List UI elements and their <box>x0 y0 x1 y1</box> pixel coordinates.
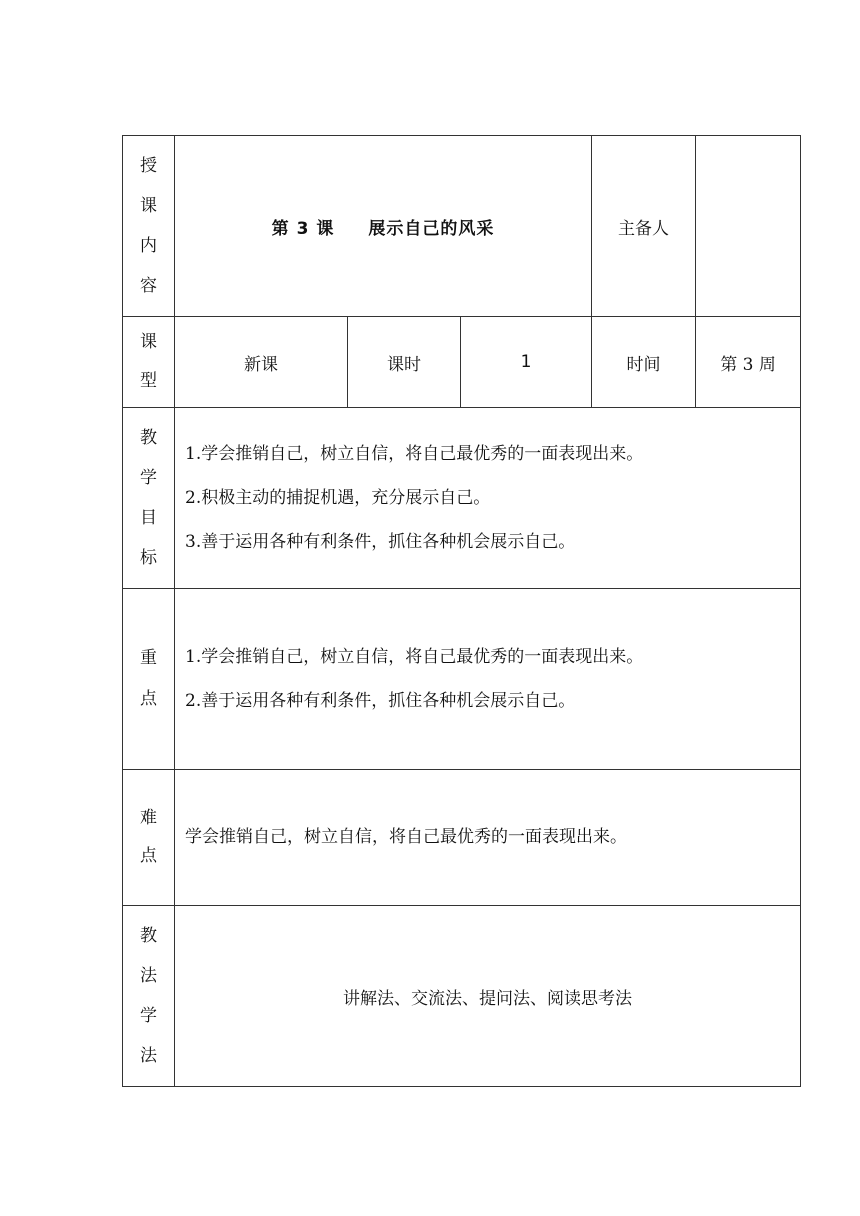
preparer-value <box>696 136 801 317</box>
key-point-item: 2.善于运用各种有利条件，抓住各种机会展示自己。 <box>185 690 576 711</box>
difficult-points-content <box>175 770 801 906</box>
label-char: 标 <box>140 547 157 568</box>
goal-item: 3.善于运用各种有利条件，抓住各种机会展示自己。 <box>185 531 576 552</box>
label-char: 内 <box>140 235 157 256</box>
difficult-point-text: 学会推销自己，树立自信，将自己最优秀的一面表现出来。 <box>185 827 627 847</box>
preparer-label: 主备人 <box>592 136 696 317</box>
label-char: 点 <box>140 846 157 866</box>
row-type <box>123 317 801 408</box>
type-value: 新课 <box>175 317 348 408</box>
label-char: 课 <box>140 195 157 216</box>
period-label: 课时 <box>348 317 461 408</box>
label-char: 学 <box>140 467 157 488</box>
content-label <box>123 136 175 317</box>
row-difficult-points <box>123 770 801 906</box>
label-char: 授 <box>140 155 157 176</box>
key-points-label <box>123 589 175 770</box>
time-value: 第 3 周 <box>696 317 801 408</box>
row-methods <box>123 906 801 1087</box>
label-char: 重 <box>140 648 157 668</box>
label-char: 目 <box>140 507 157 528</box>
row-key-points <box>123 589 801 770</box>
methods-content: 讲解法、交流法、提问法、阅读思考法 <box>175 906 801 1087</box>
label-char: 法 <box>140 965 157 986</box>
label-char: 难 <box>140 808 157 828</box>
goals-label <box>123 408 175 589</box>
methods-label <box>123 906 175 1087</box>
label-char: 教 <box>140 925 157 946</box>
time-label: 时间 <box>592 317 696 408</box>
lesson-title-cell <box>175 136 592 317</box>
label-char: 点 <box>140 689 157 709</box>
label-char: 型 <box>140 371 157 391</box>
row-goals <box>123 408 801 589</box>
goal-item: 2.积极主动的捕捉机遇，充分展示自己。 <box>185 487 491 508</box>
label-char: 教 <box>140 427 157 448</box>
goals-content <box>175 408 801 589</box>
lesson-number: 第 3 课 <box>271 218 335 239</box>
label-char: 学 <box>140 1005 157 1026</box>
label-char: 法 <box>140 1045 157 1066</box>
goal-item: 1.学会推销自己，树立自信，将自己最优秀的一面表现出来。 <box>185 443 644 464</box>
label-char: 课 <box>140 332 157 352</box>
key-point-item: 1.学会推销自己，树立自信，将自己最优秀的一面表现出来。 <box>185 646 644 667</box>
row-content <box>123 136 801 317</box>
label-char: 容 <box>140 275 157 296</box>
lesson-title: 展示自己的风采 <box>368 218 495 239</box>
period-value: 1 <box>461 317 592 408</box>
difficult-points-label <box>123 770 175 906</box>
key-points-content <box>175 589 801 770</box>
type-label <box>123 317 175 408</box>
lesson-plan-table <box>122 135 801 1087</box>
